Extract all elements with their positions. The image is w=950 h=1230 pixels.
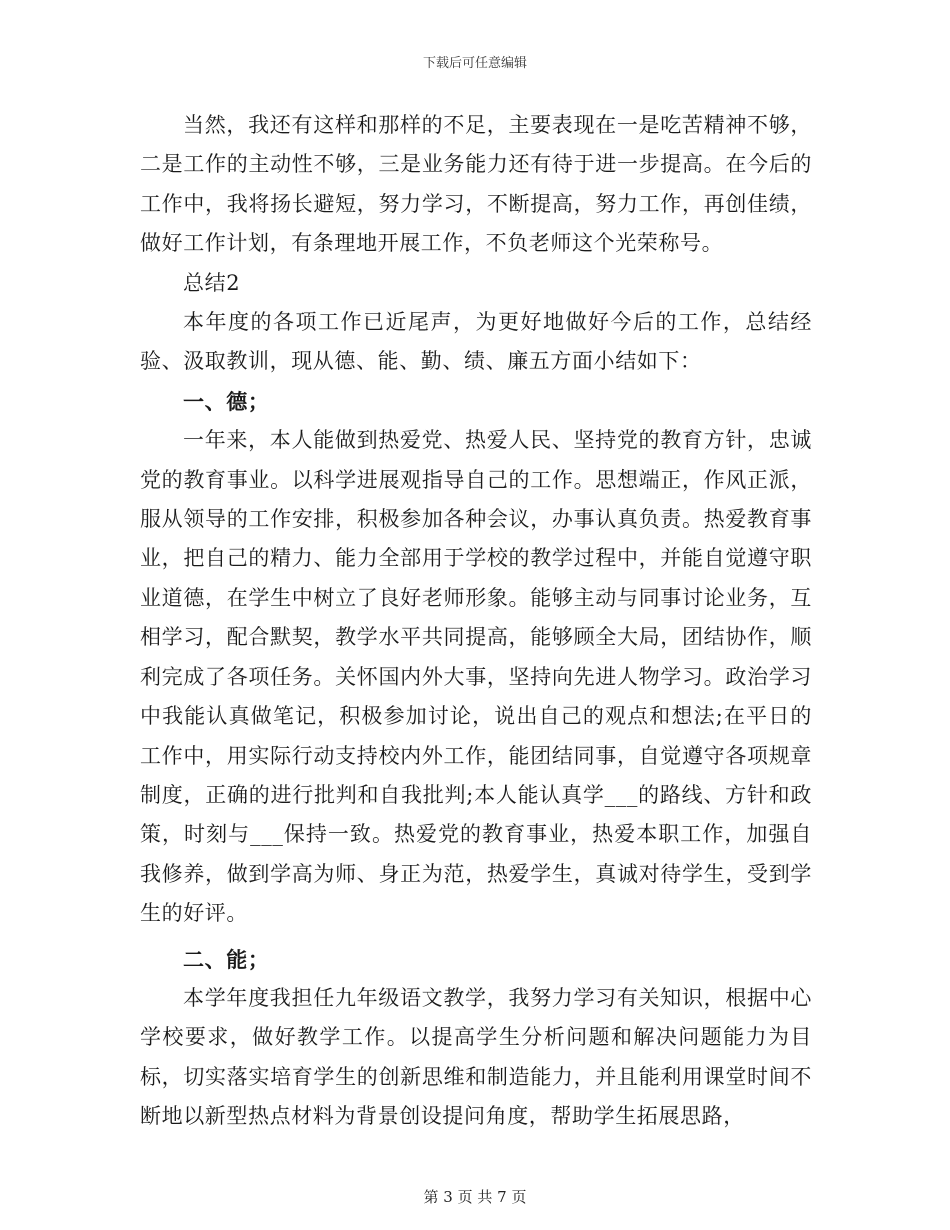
section-heading-morality: 一、德；	[183, 388, 270, 414]
paragraph-morality: 一年来，本人能做到热爱党、热爱人民、坚持党的教育方针，忠诚党的教育事业。以科学进展观指导自己的工作。思想端正，作风正派，服从领导的工作安排，积极参加各种会议，办事认真负责。热爱教育事业，把自己的精力、能力全部用于学校的教学过程中，并能自觉遵守职业道德，在学生中树立了良好老师形象。能够主动与同事讨论业务，互相学习，配合默契，教学水平共同提高，能够顾全大局，团结协作，顺利完成了各项任务。关怀国内外大事，坚持向先进人物学习。政治学习中我能认真做笔记，积极参加讨论，说出自己的观点和想法;在平日的工作中，用实际行动支持校内外工作，能团结同事，自觉遵守各项规章制度，正确的进行批判和自我批判;本人能认真学___的路线、方针和政策，时刻与___保持一致。热爱党的教育事业，热爱本职工作，加强自我修养，做到学高为师、身正为范，热爱学生，真诚对待学生，受到学生的好评。	[140, 428, 812, 926]
paragraph-ability: 本学年度我担任九年级语文教学，我努力学习有关知识，根据中心学校要求，做好教学工作。以提高学生分析问题和解决问题能力为目标，切实落实培育学生的创新思维和制造能力，并且能利用课堂时间不断地以新型热点材料为背景创设提问角度，帮助学生拓展思路，	[140, 985, 812, 1129]
page-header: 下载后可任意编辑	[422, 56, 527, 71]
section-heading-ability: 二、能；	[183, 946, 270, 972]
paragraph-shortcomings: 当然，我还有这样和那样的不足，主要表现在一是吃苦精神不够，二是工作的主动性不够，三是业务能力还有待于进一步提高。在今后的工作中，我将扬长避短，努力学习，不断提高，努力工作，再创佳绩，做好工作计划，有条理地开展工作，不负老师这个光荣称号。	[140, 113, 812, 256]
page-footer: 第 3 页 共 7 页	[423, 1188, 527, 1206]
document-body	[140, 106, 812, 1137]
summary-title: 总结2	[183, 270, 241, 295]
paragraph-intro: 本年度的各项工作已近尾声，为更好地做好今后的工作，总结经验、汲取教训，现从德、能、勤、绩、廉五方面小结如下：	[140, 310, 812, 374]
